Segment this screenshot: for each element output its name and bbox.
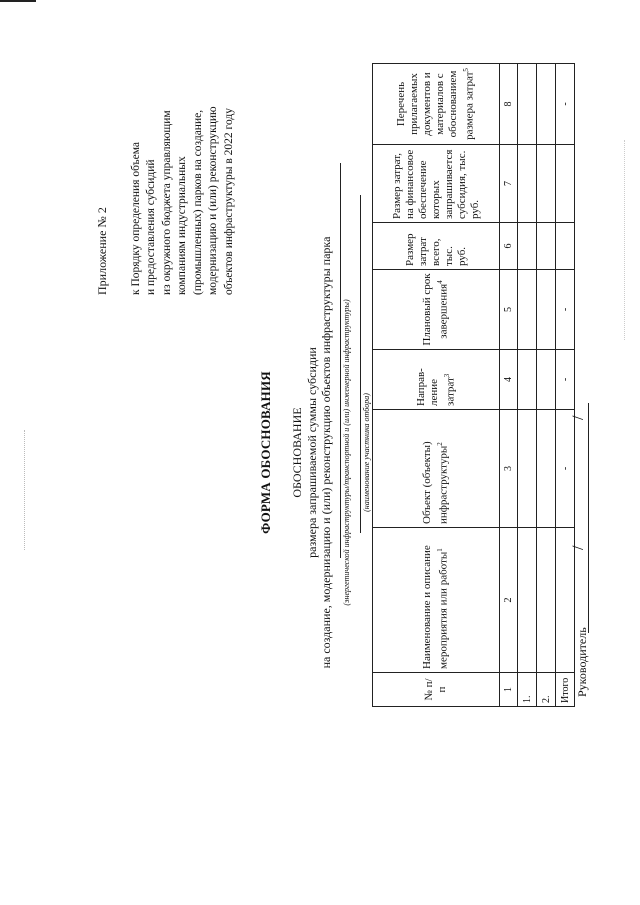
appendix-block [95,25,237,295]
header-cell-documents: Перечень прилагаемых документов и материалов с обоснованием размера затрат$^5$ [373,64,500,145]
table-cell: 6 [500,223,518,270]
appendix-line: (промышленных) парков на создание, [191,109,204,295]
table-header-row [373,64,500,707]
header-cell-object: Объект (объекты) инфраструктуры$^2$ [373,410,500,528]
appendix-line: из окружного бюджета управляющим [160,110,173,295]
table-cell [518,270,537,350]
table-cell [518,64,537,145]
table-cell: 4 [500,350,518,410]
table-cell: 7 [500,145,518,223]
fill-in-line [340,163,341,558]
heading-line: на создание, модернизацию и (или) реконструкцию объектов инфраструктуры парка [319,236,333,669]
appendix-line: объектов инфраструктуры в 2022 году [222,107,235,295]
header-cell-deadline: Плановый срок завершения$^4$ [373,270,500,350]
table-cell [518,410,537,528]
caption-infrastructure: (энергетической инфраструктуры/транспортной и (или) инженерной инфраструктуры) [342,299,351,606]
table-cell [537,528,556,673]
table-cell: 2 [500,528,518,673]
caption-participant: (наименование участника отбора) [362,393,371,512]
signature-slash: / [570,415,587,420]
table-cell: 1 [500,673,518,707]
table-cell: - [556,270,575,350]
justification-table [372,63,575,707]
table-cell: - [556,410,575,528]
table-column-numbers-row [500,64,518,707]
header-cell-number: № п/п [373,673,500,707]
table-cell: 5 [500,270,518,350]
appendix-line: и предоставления субсидий [145,159,157,295]
table-cell [518,350,537,410]
header-cell-subsidy-cost: Размер затрат, на финансовое обеспечение которых запрашивается субсидия, тыс. руб. [373,145,500,223]
signature-label: Руководитель [575,627,589,697]
form-title: ФОРМА ОБОСНОВАНИЯ [258,371,273,534]
appendix-line: к Порядку определения объема [129,141,142,295]
table-cell [537,223,556,270]
table-cell: 8 [500,64,518,145]
table-cell-total-label: Итого [556,673,575,707]
signature-line [588,403,589,633]
table-cell: 2. [537,673,556,707]
table-row [537,64,556,707]
header-cell-total-cost: Размер затрат всего, тыс. руб. [373,223,500,270]
header-cell-direction: Направ-ление затрат$^3$ [373,350,500,410]
table-cell [537,64,556,145]
table-cell [556,145,575,223]
table-cell: 1. [518,673,537,707]
table-total-row [556,64,575,707]
appendix-number: Приложение № 2 [95,207,109,295]
document-heading [290,0,334,905]
table-cell: - [556,350,575,410]
appendix-line: модернизацию и (или) реконструкцию [207,106,219,295]
heading-title: ОБОСНОВАНИЕ [290,407,304,498]
table-cell [537,270,556,350]
table-cell: 3 [500,410,518,528]
fill-in-line [360,195,361,533]
table-cell [518,528,537,673]
table-cell [518,223,537,270]
heading-line: размера запрашиваемой суммы субсидии [304,347,319,558]
table-cell [537,410,556,528]
table-cell [537,350,556,410]
table-row [518,64,537,707]
table-cell [556,223,575,270]
table-cell [518,145,537,223]
table-cell: - [556,64,575,145]
signature-slash: / [570,545,587,550]
table-cell [537,145,556,223]
header-cell-activity: Наименование и описание мероприятия или работы$^1$ [373,528,500,673]
appendix-line: компаниям индустриальных [176,156,188,295]
